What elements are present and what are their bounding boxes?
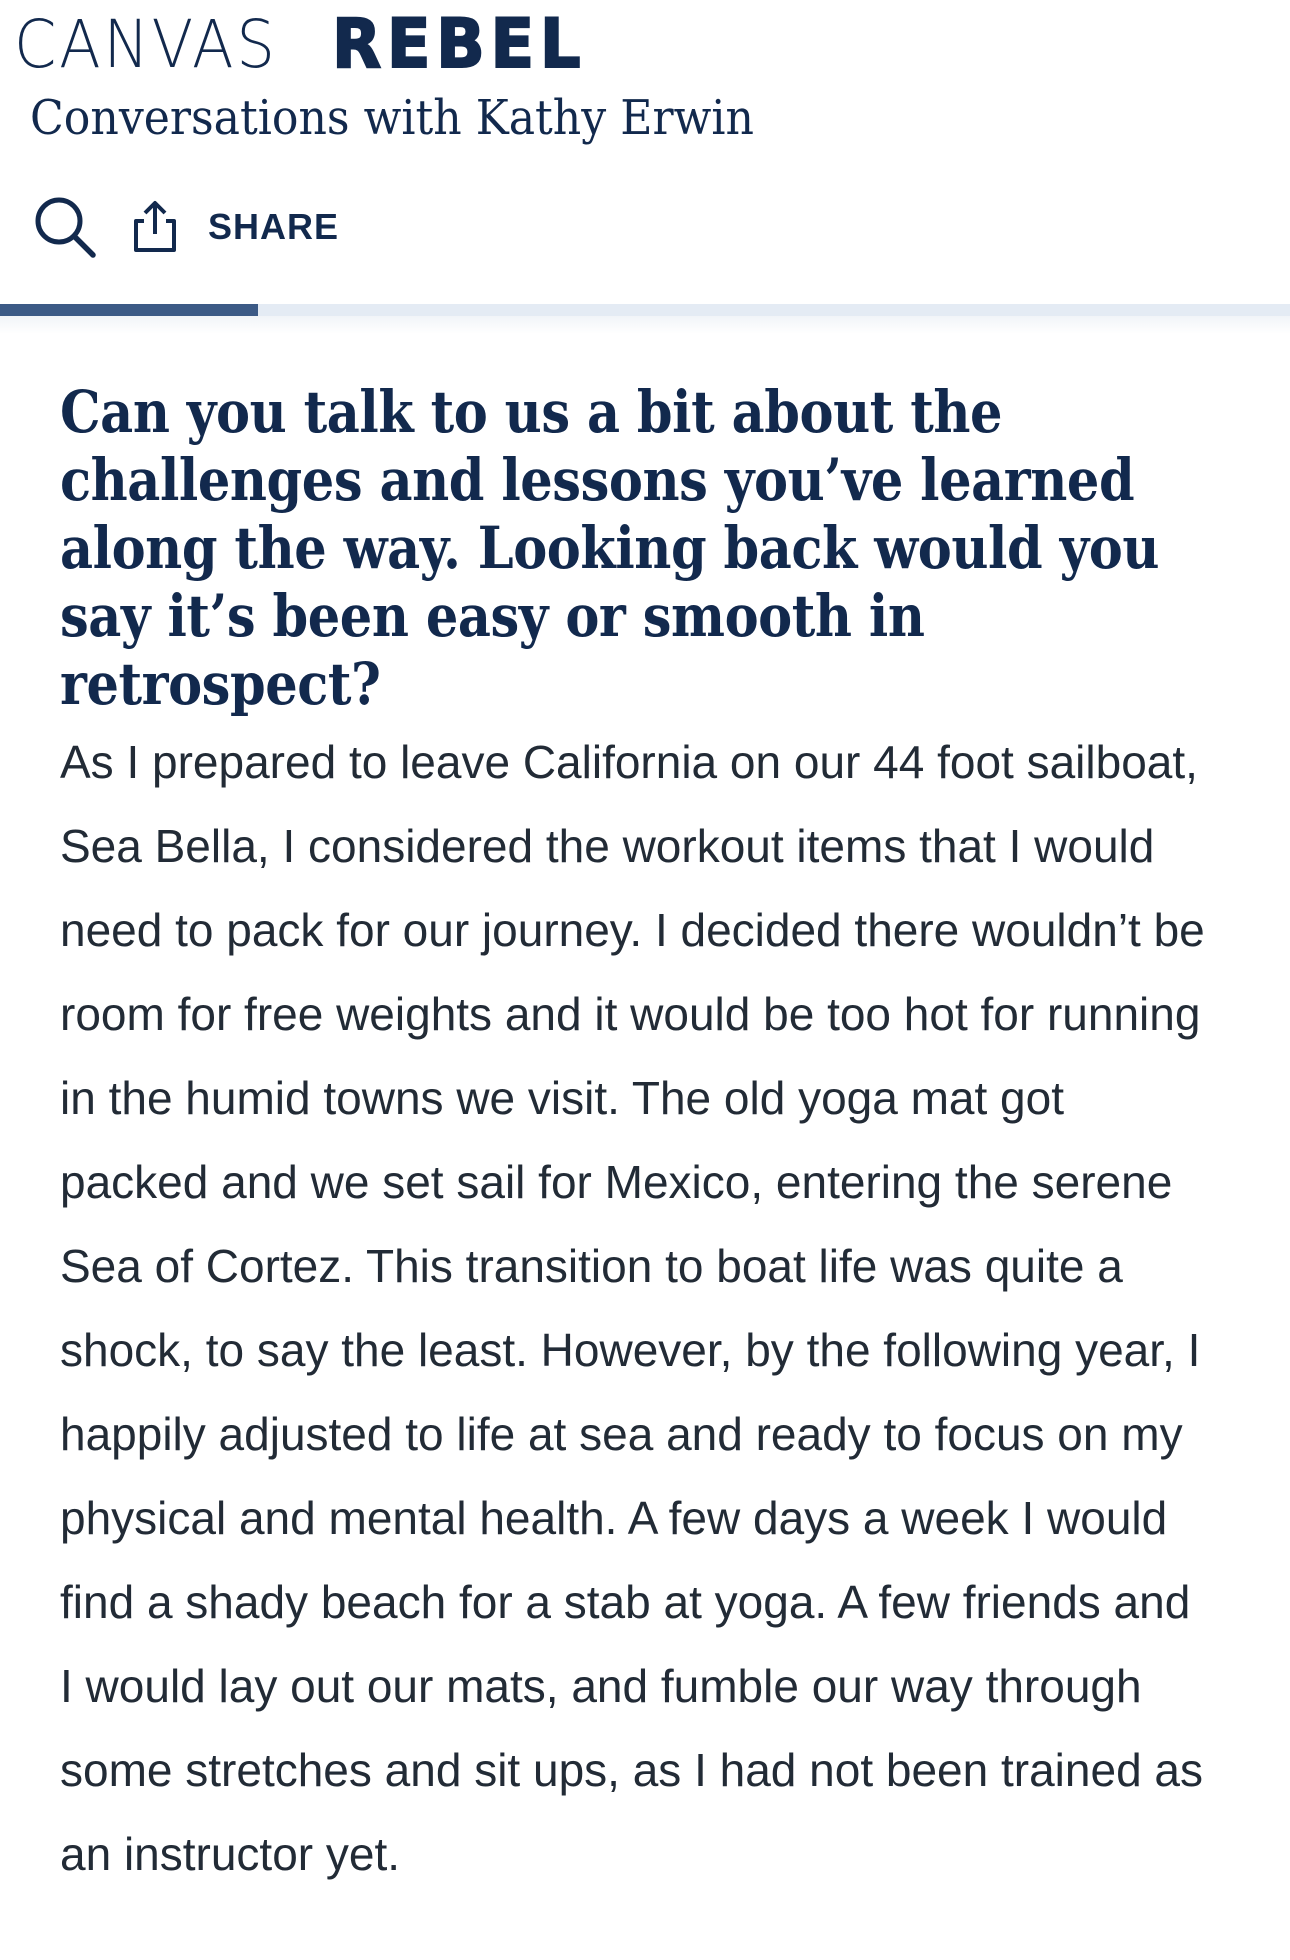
- publication-tagline: Conversations with Kathy Erwin: [30, 90, 754, 146]
- search-button[interactable]: [30, 192, 100, 262]
- reading-progress-bar: [0, 304, 1290, 316]
- logo-rebel-text: REBEL: [332, 5, 587, 84]
- search-icon: [31, 193, 99, 261]
- site-header: [0, 0, 1290, 316]
- article-content: [60, 378, 1210, 1896]
- share-icon: [130, 199, 180, 255]
- share-button[interactable]: [130, 199, 339, 255]
- reading-progress-fill: [0, 304, 258, 316]
- interview-question: Can you talk to us a bit about the challenges and lessons you’ve learned along the way. Looking back would you say it’s been easy or smooth in retrospect?: [60, 378, 1160, 718]
- logo-canvas-text: CANVAS: [14, 6, 278, 83]
- interview-answer: As I prepared to leave California on our 44 foot sailboat, Sea Bella, I considered the workout items that I would need to pack for our journey. I decided there wouldn’t be room for free weights and it would be too hot for running in the humid towns we visit. The old yoga mat got packed and we set sail for Mexico, entering the serene Sea of Cortez. This transition to boat life was quite a shock, to say the least. However, by the following year, I happily adjusted to life at sea and ready to focus on my physical and mental health. A few days a week I would find a shady beach for a stab at yoga. A few friends and I would lay out our mats, and fumble our way through some stretches and sit ups, as I had not been trained as an instructor yet.: [60, 736, 1205, 1880]
- share-label: SHARE: [208, 206, 340, 247]
- header-shadow: [0, 316, 1290, 334]
- toolbar: [30, 192, 339, 262]
- canvasrebel-logo[interactable]: [14, 5, 602, 84]
